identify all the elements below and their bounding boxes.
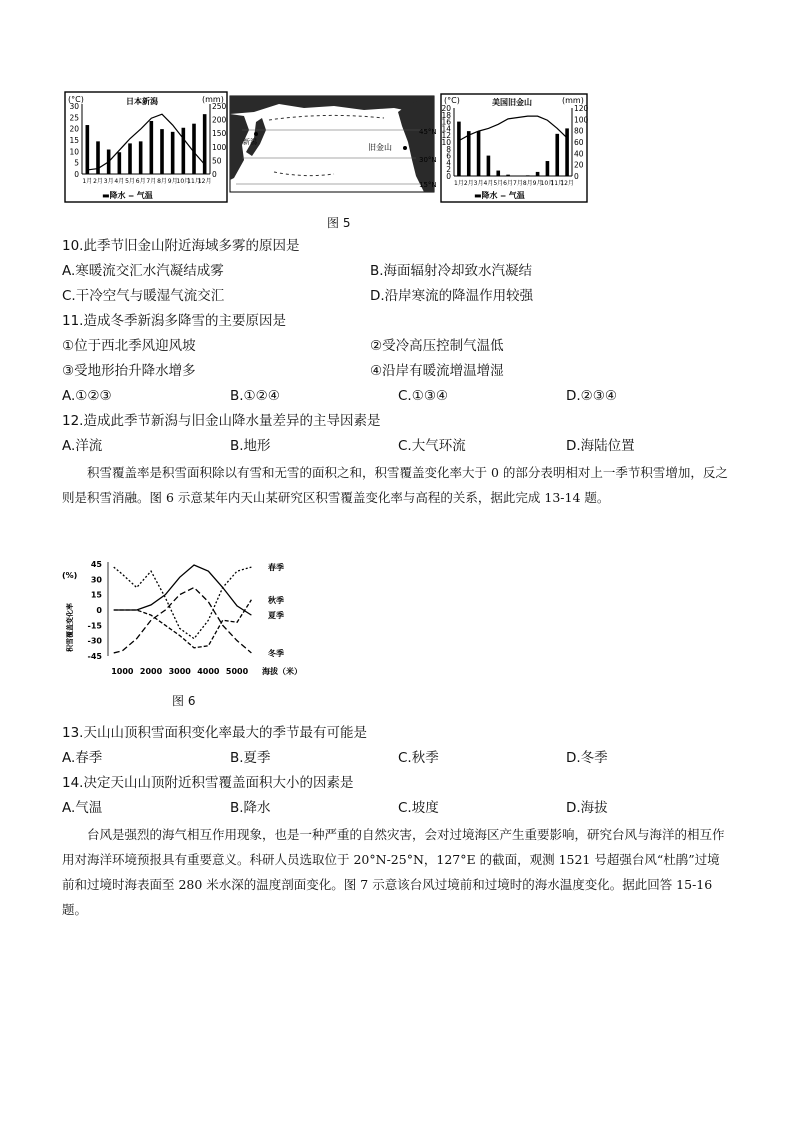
q10-option-a[interactable]: A.寒暖流交汇水汽凝结成雾 xyxy=(62,263,224,279)
sf-precip-bar xyxy=(467,131,471,176)
figure-5 xyxy=(64,90,736,208)
sf-month-label: 10月 xyxy=(540,180,555,187)
nii-month-label: 8月 xyxy=(157,178,167,185)
q13-option-a[interactable]: A.春季 xyxy=(62,750,103,766)
nii-precip-bar xyxy=(128,143,132,174)
fig6-x-tick: 1000 xyxy=(111,667,134,676)
sf-precip-bar xyxy=(457,122,461,176)
sf-precip-bar xyxy=(555,134,559,176)
nii-month-label: 2月 xyxy=(93,178,103,185)
sf-month-label: 3月 xyxy=(473,180,484,187)
map-lat-30: 30°N xyxy=(419,156,437,164)
sf-left-tick: 14 xyxy=(441,124,451,134)
fig6-x-tick: 3000 xyxy=(168,667,191,676)
intro-13-14: 积雪覆盖率是积雪面积除以有雪和无雪的面积之和，积雪覆盖变化率大于 0 的部分表明相对上一季节积雪增加，反之则是积雪消融。图 6 示意某年内天山某研究区积雪覆盖变化率与高程的关系，据此完成 13-14 题。 xyxy=(62,465,728,505)
fig6-xlabel: 海拔（米） xyxy=(262,667,302,676)
sf-month-label: 11月 xyxy=(550,180,565,187)
nii-left-tick: 10 xyxy=(69,147,79,157)
q11-option-b[interactable]: B.①②④ xyxy=(230,388,280,404)
q12-option-c[interactable]: C.大气环流 xyxy=(398,438,466,454)
sf-left-tick: 4 xyxy=(446,158,451,168)
fig6-y-tick: 30 xyxy=(90,575,102,585)
nii-precip-bar xyxy=(171,132,175,174)
nii-month-label: 4月 xyxy=(114,178,125,185)
nii-precip-bar xyxy=(139,141,143,174)
sf-month-label: 4月 xyxy=(483,180,494,187)
sf-right-tick: 0 xyxy=(574,172,579,181)
q10-option-b[interactable]: B.海面辐射冷却致水汽凝结 xyxy=(370,263,533,279)
q11-statement-1: ①位于西北季风迎风坡 xyxy=(62,338,196,354)
pacific-map xyxy=(230,96,437,192)
fig6-y-tick: 45 xyxy=(90,560,102,569)
nii-precip-bar xyxy=(192,124,196,174)
sf-legend: ▬降水 ‒ 气温 xyxy=(474,191,525,200)
sf-unit-left: (°C) xyxy=(444,96,460,105)
sf-title: 美国旧金山 xyxy=(492,98,532,107)
q12-option-b[interactable]: B.地形 xyxy=(230,438,271,454)
sf-month-label: 9月 xyxy=(532,180,543,187)
map-label-niigata: 新潟 xyxy=(243,138,257,146)
q12-stem: 12.造成此季节新潟与旧金山降水量差异的主导因素是 xyxy=(62,413,381,429)
q13-option-b[interactable]: B.夏季 xyxy=(230,750,271,766)
niigata-unit-right: (mm) xyxy=(202,95,224,104)
sf-left-tick: 8 xyxy=(446,144,451,154)
nii-month-label: 5月 xyxy=(125,178,135,185)
nii-left-tick: 5 xyxy=(74,158,79,168)
sf-month-label: 12月 xyxy=(560,180,574,187)
q14-option-d[interactable]: D.海拔 xyxy=(566,800,608,816)
nii-precip-bar xyxy=(182,128,186,174)
q12-option-d[interactable]: D.海陆位置 xyxy=(566,438,635,454)
nii-month-label: 1月 xyxy=(82,178,93,185)
sf-precip-bar xyxy=(526,175,530,176)
niigata-unit-left: (°C) xyxy=(68,95,84,104)
q13-option-c[interactable]: C.秋季 xyxy=(398,750,439,766)
sf-left-tick: 6 xyxy=(446,151,451,161)
fig6-y-tick: 15 xyxy=(90,590,102,600)
sf-right-tick: 60 xyxy=(574,138,584,147)
q14-option-c[interactable]: C.坡度 xyxy=(398,800,439,816)
sf-month-label: 6月 xyxy=(503,180,513,187)
q11-option-d[interactable]: D.②③④ xyxy=(566,388,617,404)
nii-month-label: 3月 xyxy=(103,178,114,185)
nii-right-tick: 150 xyxy=(212,129,227,139)
fig6-series-label: 夏季 xyxy=(268,611,284,621)
sf-unit-right: (mm) xyxy=(562,96,584,105)
q10-option-c[interactable]: C.干冷空气与暖湿气流交汇 xyxy=(62,288,225,304)
q12-option-a[interactable]: A.洋流 xyxy=(62,438,103,454)
nii-right-tick: 0 xyxy=(212,170,217,179)
sf-month-label: 1月 xyxy=(454,180,464,187)
sf-right-tick: 40 xyxy=(574,149,584,159)
fig6-series-line xyxy=(114,567,252,639)
fig6-series-line xyxy=(114,600,252,648)
q11-option-c[interactable]: C.①③④ xyxy=(398,388,449,404)
sf-month-label: 7月 xyxy=(513,180,523,187)
q10-option-d[interactable]: D.沿岸寒流的降温作用较强 xyxy=(370,288,534,304)
nii-precip-bar xyxy=(203,114,207,174)
niigata-climate-chart xyxy=(65,92,227,202)
map-lat-15: 15°N xyxy=(419,181,437,189)
nii-right-tick: 50 xyxy=(212,156,222,166)
fig6-series-label: 秋季 xyxy=(268,595,284,605)
fig6-caption: 图 6 xyxy=(172,694,196,708)
fig6-x-tick: 2000 xyxy=(139,667,163,676)
niigata-title: 日本新潟 xyxy=(126,97,158,106)
q11-statement-2: ②受冷高压控制气温低 xyxy=(370,338,504,354)
nii-left-tick: 20 xyxy=(69,124,79,134)
map-lat-45: 45°N xyxy=(419,128,437,136)
nii-left-tick: 15 xyxy=(69,136,79,145)
fig6-x-tick: 4000 xyxy=(197,667,220,676)
sf-precip-bar xyxy=(565,128,569,176)
map-label-sf: 旧金山 xyxy=(368,143,392,152)
sf-right-tick: 120 xyxy=(574,104,589,113)
q11-statement-3: ③受地形抬升降水增多 xyxy=(62,363,196,379)
sf-left-tick: 16 xyxy=(441,117,451,127)
nii-month-label: 9月 xyxy=(167,178,178,185)
fig6-series-line xyxy=(114,565,252,615)
sf-month-label: 2月 xyxy=(463,180,474,187)
fig6-x-tick: 5000 xyxy=(225,667,249,676)
nii-month-label: 6月 xyxy=(135,178,146,185)
nii-month-label: 12月 xyxy=(197,178,212,185)
niigata-legend: ▬降水 ‒ 气温 xyxy=(102,191,153,200)
nii-right-tick: 250 xyxy=(212,102,227,111)
sf-precip-bar xyxy=(496,171,500,176)
sf-precip-bar xyxy=(477,131,481,176)
sf-month-label: 5月 xyxy=(493,180,504,187)
fig6-y-tick: -30 xyxy=(87,636,102,646)
nii-month-label: 10月 xyxy=(176,178,191,185)
nii-month-label: 11月 xyxy=(187,178,201,185)
figure-6-chart xyxy=(60,552,320,682)
fig6-series-label: 春季 xyxy=(268,563,284,573)
sf-left-tick: 10 xyxy=(441,138,451,147)
fig6-y-tick: -45 xyxy=(87,652,102,661)
q11-option-a[interactable]: A.①②③ xyxy=(62,388,112,404)
fig6-y-tick: 0 xyxy=(96,606,102,615)
nii-month-label: 7月 xyxy=(146,178,157,185)
sf-right-tick: 100 xyxy=(574,115,589,125)
sf-left-tick: 20 xyxy=(441,104,451,113)
sf-climate-chart xyxy=(441,94,589,202)
nii-precip-bar xyxy=(86,125,90,174)
nii-right-tick: 200 xyxy=(212,115,227,125)
nii-left-tick: 30 xyxy=(69,102,79,111)
fig6-ylabel: 积雪覆盖变化率 xyxy=(66,603,74,652)
q11-statement-4: ④沿岸有暖流增温增湿 xyxy=(370,363,504,379)
nii-precip-bar xyxy=(160,129,164,174)
sf-precip-bar xyxy=(536,172,540,176)
q14-option-b[interactable]: B.降水 xyxy=(230,800,271,816)
q14-stem: 14.决定天山山顶附近积雪覆盖面积大小的因素是 xyxy=(62,775,354,791)
nii-left-tick: 0 xyxy=(74,170,79,179)
sf-precip-bar xyxy=(546,161,550,176)
q13-stem: 13.天山山顶积雪面积变化率最大的季节最有可能是 xyxy=(62,725,367,741)
sf-left-tick: 2 xyxy=(446,165,451,175)
nii-left-tick: 25 xyxy=(69,113,79,123)
q10-stem: 10.此季节旧金山附近海域多雾的原因是 xyxy=(62,238,300,254)
intro-15-16: 台风是强烈的海气相互作用现象，也是一种严重的自然灾害，会对过境海区产生重要影响，研究台风与海洋的相互作用对海洋环境预报具有重要意义。科研人员选取位于 20°N-25°N，127°E 的截面，观测 1521 号超强台风“杜鹃”过境前和过境时海表面至 280 米水深的温度剖面变化。图 7 示意该台风过境前和过境时的海水温度变化。据此回答 15-16 题。 xyxy=(62,827,725,917)
q14-option-a[interactable]: A.气温 xyxy=(62,800,103,816)
fig6-yunit: (%) xyxy=(62,571,78,580)
q13-option-d[interactable]: D.冬季 xyxy=(566,750,608,766)
sf-precip-bar xyxy=(506,175,510,176)
sf-precip-bar xyxy=(487,156,491,176)
fig5-caption: 图 5 xyxy=(327,216,351,230)
q11-stem: 11.造成冬季新潟多降雪的主要原因是 xyxy=(62,313,286,329)
sf-right-tick: 80 xyxy=(574,126,584,136)
sf-month-label: 8月 xyxy=(522,180,533,187)
nii-right-tick: 100 xyxy=(212,142,227,152)
nii-precip-bar xyxy=(150,121,154,174)
sf-left-tick: 0 xyxy=(446,172,451,181)
sf-left-tick: 12 xyxy=(441,131,451,141)
fig6-y-tick: -15 xyxy=(87,621,102,631)
nii-precip-bar xyxy=(118,152,122,174)
sf-right-tick: 20 xyxy=(574,160,584,170)
sf-left-tick: 18 xyxy=(441,110,451,120)
fig6-series-label: 冬季 xyxy=(268,648,284,658)
